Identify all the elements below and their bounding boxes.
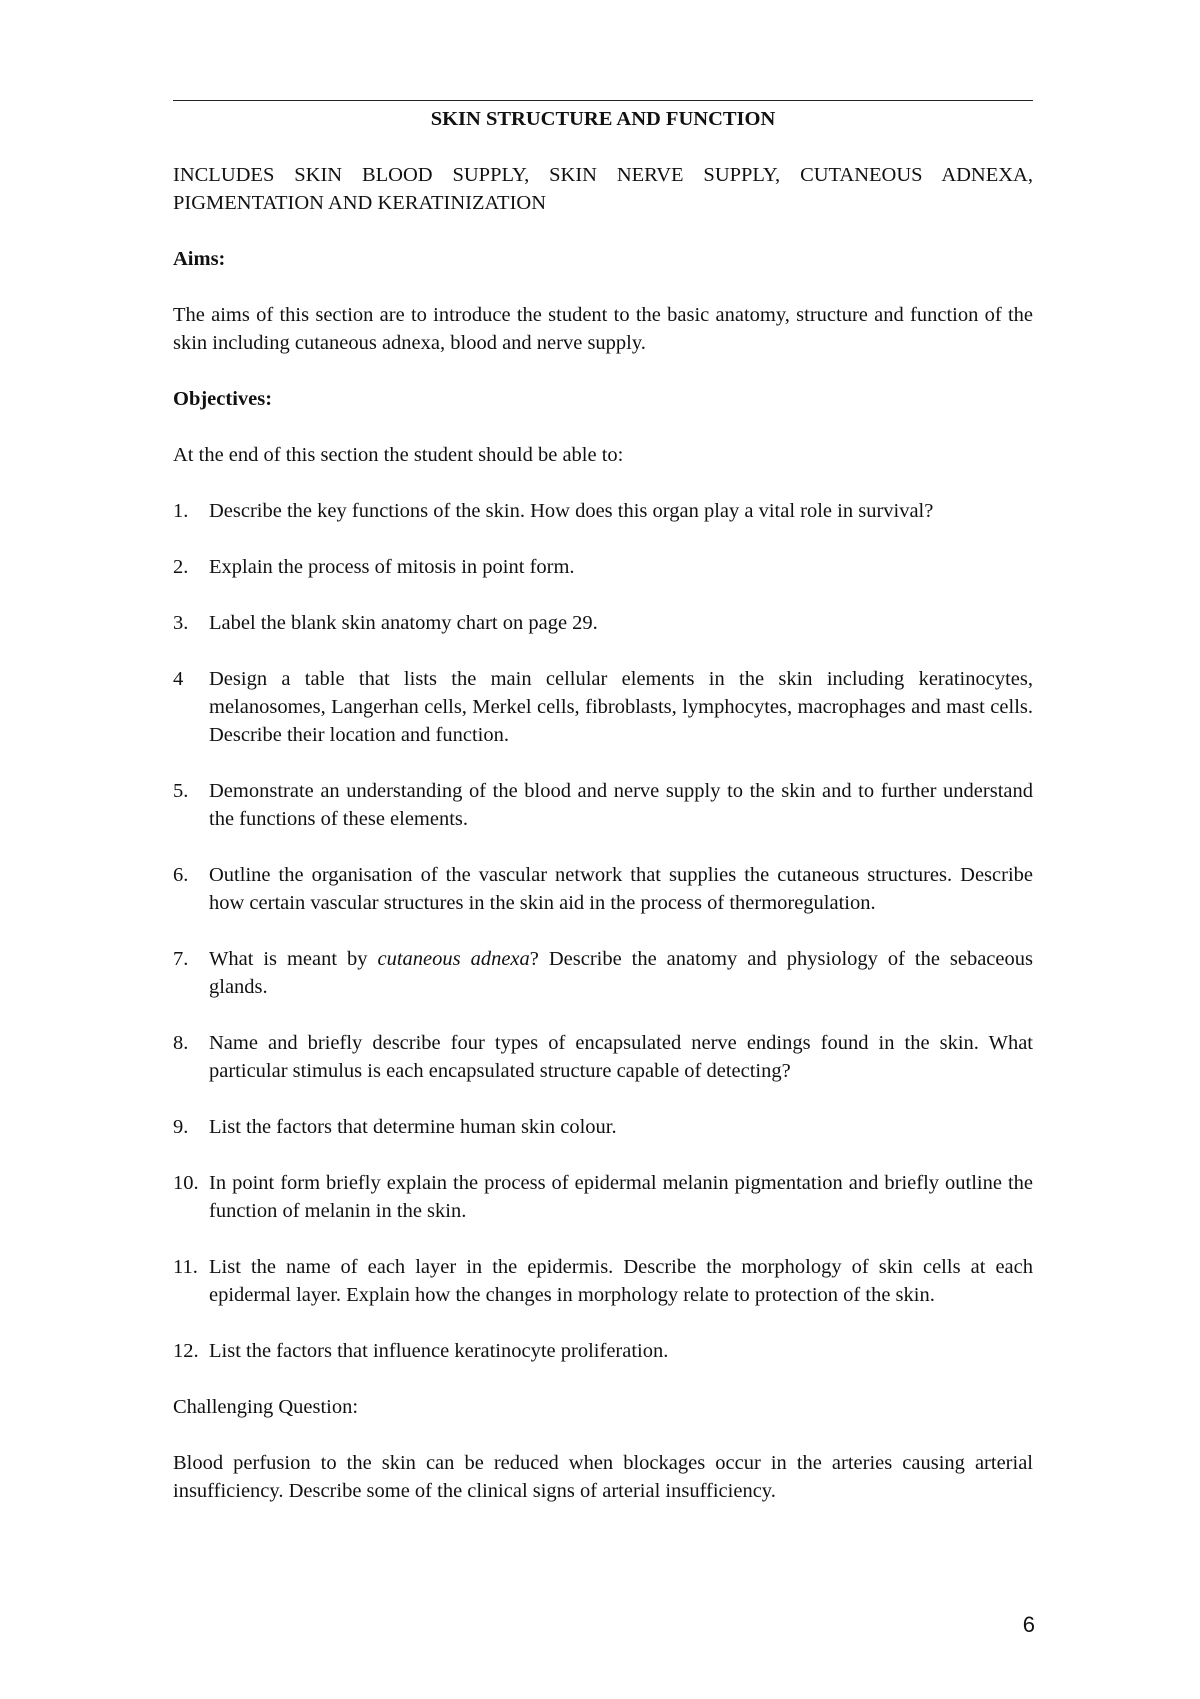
list-item <box>173 665 1033 749</box>
document-page <box>173 100 1033 1533</box>
list-item <box>173 497 1033 525</box>
list-item-number: 5. <box>173 780 189 802</box>
list-item <box>173 553 1033 581</box>
list-item <box>173 1169 1033 1225</box>
list-item <box>173 1337 1033 1365</box>
list-item <box>173 777 1033 833</box>
list-item-text-before: What is meant by <box>209 948 378 970</box>
list-item-number: 2. <box>173 556 189 578</box>
list-item-number: 6. <box>173 864 189 886</box>
challenge-text: Blood perfusion to the skin can be reduced when blockages occur in the arteries causing arterial insufficiency. Describe some of the clinical signs of arterial insufficiency. <box>173 1452 1033 1502</box>
aims-heading: Aims: <box>173 248 226 270</box>
list-item-number: 3. <box>173 612 189 634</box>
list-item-number: 4 <box>173 668 184 690</box>
list-item <box>173 945 1033 1001</box>
list-item-number: 9. <box>173 1116 189 1138</box>
aims-text: The aims of this section are to introduce the student to the basic anatomy, structure and function of the skin including cutaneous adnexa, blood and nerve supply. <box>173 304 1033 354</box>
list-item-text: Design a table that lists the main cellular elements in the skin including keratinocytes, melanosomes, Langerhan cells, Merkel cells, fibroblasts, lymphocytes, macrophages and mast cells. Describe their location and function. <box>209 668 1033 746</box>
list-item-number: 7. <box>173 948 189 970</box>
challenge-heading: Challenging Question: <box>173 1396 359 1418</box>
list-item-text: List the factors that determine human skin colour. <box>209 1116 617 1138</box>
list-item-text: List the name of each layer in the epidermis. Describe the morphology of skin cells at each epidermal layer. Explain how the changes in morphology relate to protection of the skin. <box>209 1256 1033 1306</box>
list-item-text: Outline the organisation of the vascular network that supplies the cutaneous structures. Describe how certain vascular structures in the skin aid in the process of thermoregulation. <box>209 864 1033 914</box>
objectives-intro: At the end of this section the student should be able to: <box>173 444 624 466</box>
list-item <box>173 1029 1033 1085</box>
page-number: 6 <box>1022 1612 1035 1637</box>
list-item-text-italic: cutaneous adnexa <box>377 948 530 970</box>
list-item-number: 8. <box>173 1032 189 1054</box>
list-item-text: In point form briefly explain the process of epidermal melanin pigmentation and briefly outline the function of melanin in the skin. <box>209 1172 1033 1222</box>
list-item-text: List the factors that influence keratinocyte proliferation. <box>209 1340 669 1362</box>
objectives-heading: Objectives: <box>173 388 273 410</box>
list-item <box>173 1113 1033 1141</box>
list-item-text: Name and briefly describe four types of encapsulated nerve endings found in the skin. What particular stimulus is each encapsulated structure capable of detecting? <box>209 1032 1033 1082</box>
list-item-number: 12. <box>173 1340 199 1362</box>
list-item-text: Label the blank skin anatomy chart on page 29. <box>209 612 598 634</box>
page-title: SKIN STRUCTURE AND FUNCTION <box>430 108 776 130</box>
list-item <box>173 1253 1033 1309</box>
objectives-list <box>173 497 1033 1365</box>
list-item <box>173 861 1033 917</box>
list-item-text: Explain the process of mitosis in point form. <box>209 556 575 578</box>
list-item-number: 10. <box>173 1172 199 1194</box>
header-rule <box>173 100 1033 101</box>
list-item <box>173 609 1033 637</box>
list-item-text: Describe the key functions of the skin. How does this organ play a vital role in survival? <box>209 500 934 522</box>
list-item-number: 11. <box>173 1256 198 1278</box>
subtitle: INCLUDES SKIN BLOOD SUPPLY, SKIN NERVE SUPPLY, CUTANEOUS ADNEXA, PIGMENTATION AND KERATINIZATION <box>173 164 1033 214</box>
list-item-text: Demonstrate an understanding of the blood and nerve supply to the skin and to further understand the functions of these elements. <box>209 780 1033 830</box>
list-item-number: 1. <box>173 500 189 522</box>
list-item-text-after: ? Describe the anatomy and physiology of the sebaceous glands. <box>209 948 1033 998</box>
